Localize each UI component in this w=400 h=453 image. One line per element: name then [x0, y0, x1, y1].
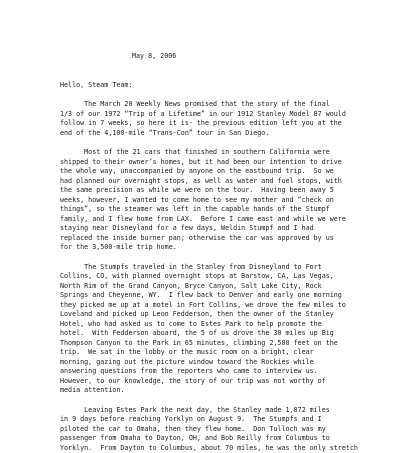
text-line: in 9 days before reaching Yorklyn on August 9. The Stumpfs and I — [60, 415, 380, 425]
text-line: end of the 4,100-mile “Trans-Con” tour in San Diego. — [60, 129, 380, 139]
text-line: Leaving Estes Park the next day, the Stanley made 1,872 miles — [60, 406, 380, 416]
text-line: answering questions from the reporters who came to interview us. — [60, 367, 380, 377]
text-line: media attention. — [60, 386, 380, 396]
text-line: they picked me up at a motel in Fort Collins, we drove the few miles to — [60, 301, 380, 311]
text-line: the whole way, unaccompanied by anyone on the eastbound trip. So we — [60, 167, 380, 177]
text-line: replaced the inside burner pan; otherwise the car was approved by us — [60, 234, 380, 244]
letter-greeting: Hello, Steam Team: — [60, 81, 380, 91]
text-line: follow in 7 weeks, so here it is- the previous edition left you at the — [60, 119, 380, 129]
letter-body — [60, 52, 380, 453]
text-line: things”, so the steamer was left in the capable hands of the Stumpf — [60, 205, 380, 215]
text-line: However, to our knowledge, the story of our trip was not worthy of — [60, 377, 380, 387]
text-line: The March 20 Weekly News promised that the story of the final — [60, 100, 380, 110]
spacer — [60, 396, 380, 406]
text-line: Collins, CO, with planned overnight stops at Barstow, CA, Las Vegas, — [60, 272, 380, 282]
text-line: weeks, however, I wanted to come home to see my mother and “check on — [60, 196, 380, 206]
text-line: the same precision as while we were on the tour. Having been away 5 — [60, 186, 380, 196]
letter-date: May 8, 2006 — [132, 52, 380, 62]
text-line: family, and I flew home from LAX. Before I came east and while we were — [60, 215, 380, 225]
text-line: North Rim of the Grand Canyon, Bryce Canyon, Salt Lake City, Rock — [60, 282, 380, 292]
text-line: trip. We sat in the lobby or the music room on a bright, clear — [60, 348, 380, 358]
paragraph-3 — [60, 263, 380, 396]
spacer — [60, 90, 380, 100]
text-line: Thompson Canyon to the Park in 65 minutes, climbing 2,500 feet on the — [60, 339, 380, 349]
text-line: 1/3 of our 1972 “Trip of a Lifetime” in our 1912 Stanley Model 87 would — [60, 110, 380, 120]
text-line: Loveland and picked up Leon Fedderson, then the owner of the Stanley — [60, 310, 380, 320]
text-line: passenger from Omaha to Dayton, OH, and Bob Reilly from Columbus to — [60, 434, 380, 444]
letter-paragraphs — [60, 100, 380, 453]
text-line: staying near Disneyland for a few days, Weldin Stumpf and I had — [60, 224, 380, 234]
paragraph-4 — [60, 406, 380, 453]
text-line: piloted the car to Omaha, then they flew home. Don Tulloch was my — [60, 425, 380, 435]
text-line: morning, gazing out the picture window toward the Rockies while — [60, 358, 380, 368]
text-line: Hotel, who had asked us to come to Estes Park to help promote the — [60, 320, 380, 330]
text-line: Most of the 21 cars that finished in southern California were — [60, 148, 380, 158]
text-line: Yorklyn. From Dayton to Columbus, about 70 miles, he was the only stretch — [60, 444, 380, 453]
text-line: had planned our overnight stops, as well as water and fuel stops, with — [60, 177, 380, 187]
spacer — [60, 138, 380, 148]
spacer — [60, 253, 380, 263]
paragraph-1 — [60, 100, 380, 138]
text-line: hotel. With Fedderson aboard, the 5 of us drove the 30 miles up Big — [60, 329, 380, 339]
paragraph-2 — [60, 148, 380, 253]
spacer — [60, 62, 380, 81]
text-line: The Stumpfs traveled in the Stanley from Disneyland to Fort — [60, 263, 380, 273]
text-line: for the 3,500-mile trip home. — [60, 243, 380, 253]
text-line: shipped to their owner’s homes, but it had been our intention to drive — [60, 158, 380, 168]
text-line: Springs and Cheyenne, WY. I flew back to Denver and early one morning — [60, 291, 380, 301]
